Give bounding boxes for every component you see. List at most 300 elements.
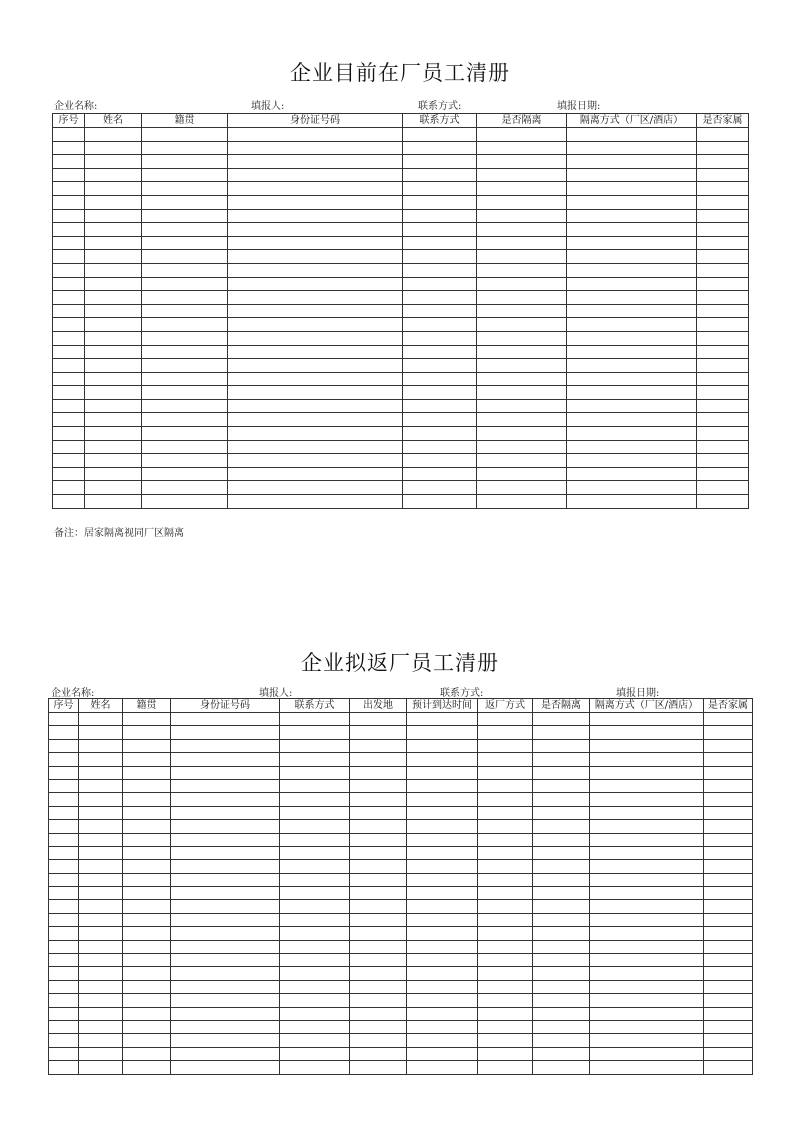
table-cell[interactable]: [533, 806, 590, 819]
table-cell[interactable]: [697, 182, 749, 196]
table-cell[interactable]: [403, 318, 477, 332]
table-cell[interactable]: [590, 860, 704, 873]
table-cell[interactable]: [280, 766, 350, 779]
table-cell[interactable]: [228, 413, 403, 427]
table-cell[interactable]: [704, 994, 753, 1007]
table-cell[interactable]: [478, 1020, 533, 1033]
table-cell[interactable]: [697, 372, 749, 386]
table-cell[interactable]: [590, 833, 704, 846]
table-cell[interactable]: [350, 806, 407, 819]
table-cell[interactable]: [407, 766, 478, 779]
table-cell[interactable]: [49, 766, 79, 779]
table-cell[interactable]: [477, 168, 567, 182]
table-cell[interactable]: [704, 913, 753, 926]
table-cell[interactable]: [228, 263, 403, 277]
table-cell[interactable]: [533, 860, 590, 873]
table-cell[interactable]: [280, 994, 350, 1007]
table-cell[interactable]: [477, 236, 567, 250]
table-cell[interactable]: [53, 263, 85, 277]
table-cell[interactable]: [590, 980, 704, 993]
table-cell[interactable]: [567, 359, 697, 373]
table-cell[interactable]: [697, 386, 749, 400]
table-cell[interactable]: [53, 427, 85, 441]
table-cell[interactable]: [403, 223, 477, 237]
table-cell[interactable]: [567, 182, 697, 196]
table-cell[interactable]: [697, 141, 749, 155]
table-cell[interactable]: [477, 345, 567, 359]
table-cell[interactable]: [478, 833, 533, 846]
table-cell[interactable]: [403, 413, 477, 427]
table-cell[interactable]: [49, 1061, 79, 1074]
table-cell[interactable]: [533, 793, 590, 806]
table-cell[interactable]: [697, 277, 749, 291]
table-cell[interactable]: [533, 940, 590, 953]
table-cell[interactable]: [53, 359, 85, 373]
table-cell[interactable]: [53, 168, 85, 182]
table-cell[interactable]: [697, 495, 749, 509]
table-cell[interactable]: [280, 1061, 350, 1074]
table-cell[interactable]: [697, 440, 749, 454]
table-cell[interactable]: [350, 726, 407, 739]
table-cell[interactable]: [567, 291, 697, 305]
table-cell[interactable]: [123, 980, 171, 993]
table-cell[interactable]: [85, 386, 142, 400]
table-cell[interactable]: [350, 954, 407, 967]
table-cell[interactable]: [704, 806, 753, 819]
table-cell[interactable]: [567, 413, 697, 427]
table-cell[interactable]: [123, 779, 171, 792]
table-cell[interactable]: [533, 913, 590, 926]
table-cell[interactable]: [478, 954, 533, 967]
table-cell[interactable]: [407, 940, 478, 953]
table-cell[interactable]: [350, 927, 407, 940]
table-cell[interactable]: [53, 440, 85, 454]
table-cell[interactable]: [533, 1034, 590, 1047]
table-cell[interactable]: [407, 793, 478, 806]
table-cell[interactable]: [228, 141, 403, 155]
table-cell[interactable]: [123, 739, 171, 752]
table-cell[interactable]: [407, 954, 478, 967]
table-cell[interactable]: [123, 846, 171, 859]
table-cell[interactable]: [53, 155, 85, 169]
table-cell[interactable]: [123, 1047, 171, 1060]
table-cell[interactable]: [407, 1007, 478, 1020]
table-cell[interactable]: [171, 954, 280, 967]
table-cell[interactable]: [590, 873, 704, 886]
table-cell[interactable]: [407, 1034, 478, 1047]
table-cell[interactable]: [590, 766, 704, 779]
table-cell[interactable]: [142, 399, 228, 413]
table-cell[interactable]: [53, 209, 85, 223]
table-cell[interactable]: [49, 739, 79, 752]
table-cell[interactable]: [49, 860, 79, 873]
table-cell[interactable]: [478, 980, 533, 993]
table-cell[interactable]: [567, 195, 697, 209]
table-cell[interactable]: [171, 913, 280, 926]
table-cell[interactable]: [477, 318, 567, 332]
table-cell[interactable]: [280, 940, 350, 953]
table-cell[interactable]: [403, 427, 477, 441]
table-cell[interactable]: [697, 359, 749, 373]
table-cell[interactable]: [403, 359, 477, 373]
table-cell[interactable]: [228, 440, 403, 454]
table-cell[interactable]: [228, 495, 403, 509]
table-cell[interactable]: [280, 779, 350, 792]
table-cell[interactable]: [697, 454, 749, 468]
table-cell[interactable]: [142, 481, 228, 495]
table-cell[interactable]: [280, 820, 350, 833]
table-cell[interactable]: [171, 887, 280, 900]
table-cell[interactable]: [85, 331, 142, 345]
table-cell[interactable]: [533, 887, 590, 900]
table-cell[interactable]: [350, 873, 407, 886]
table-cell[interactable]: [697, 263, 749, 277]
table-cell[interactable]: [53, 345, 85, 359]
table-cell[interactable]: [280, 967, 350, 980]
table-cell[interactable]: [142, 386, 228, 400]
table-cell[interactable]: [697, 427, 749, 441]
table-cell[interactable]: [704, 873, 753, 886]
table-cell[interactable]: [171, 846, 280, 859]
table-cell[interactable]: [407, 1061, 478, 1074]
table-cell[interactable]: [477, 155, 567, 169]
table-cell[interactable]: [697, 195, 749, 209]
table-cell[interactable]: [123, 820, 171, 833]
table-cell[interactable]: [704, 887, 753, 900]
table-cell[interactable]: [407, 900, 478, 913]
table-cell[interactable]: [228, 454, 403, 468]
table-cell[interactable]: [171, 806, 280, 819]
table-cell[interactable]: [567, 304, 697, 318]
table-cell[interactable]: [142, 454, 228, 468]
table-cell[interactable]: [171, 779, 280, 792]
table-cell[interactable]: [228, 318, 403, 332]
table-cell[interactable]: [567, 495, 697, 509]
table-cell[interactable]: [79, 779, 123, 792]
table-cell[interactable]: [478, 913, 533, 926]
table-cell[interactable]: [79, 927, 123, 940]
table-cell[interactable]: [49, 873, 79, 886]
table-cell[interactable]: [79, 846, 123, 859]
table-cell[interactable]: [407, 927, 478, 940]
table-cell[interactable]: [407, 726, 478, 739]
table-cell[interactable]: [567, 168, 697, 182]
table-cell[interactable]: [123, 860, 171, 873]
table-cell[interactable]: [590, 1007, 704, 1020]
table-cell[interactable]: [403, 195, 477, 209]
table-cell[interactable]: [85, 223, 142, 237]
table-cell[interactable]: [228, 168, 403, 182]
table-cell[interactable]: [704, 739, 753, 752]
table-cell[interactable]: [567, 386, 697, 400]
table-cell[interactable]: [228, 386, 403, 400]
table-cell[interactable]: [403, 236, 477, 250]
table-cell[interactable]: [697, 128, 749, 142]
table-cell[interactable]: [171, 900, 280, 913]
table-cell[interactable]: [228, 467, 403, 481]
table-cell[interactable]: [590, 713, 704, 726]
table-cell[interactable]: [704, 793, 753, 806]
table-cell[interactable]: [477, 481, 567, 495]
table-cell[interactable]: [79, 967, 123, 980]
table-cell[interactable]: [350, 739, 407, 752]
table-cell[interactable]: [142, 155, 228, 169]
table-cell[interactable]: [478, 1061, 533, 1074]
table-cell[interactable]: [49, 1007, 79, 1020]
table-cell[interactable]: [478, 766, 533, 779]
table-cell[interactable]: [407, 980, 478, 993]
table-cell[interactable]: [590, 846, 704, 859]
table-cell[interactable]: [704, 1034, 753, 1047]
table-cell[interactable]: [280, 954, 350, 967]
table-cell[interactable]: [697, 291, 749, 305]
table-cell[interactable]: [171, 753, 280, 766]
table-cell[interactable]: [350, 980, 407, 993]
table-cell[interactable]: [533, 766, 590, 779]
table-cell[interactable]: [590, 779, 704, 792]
table-cell[interactable]: [53, 250, 85, 264]
table-cell[interactable]: [704, 980, 753, 993]
table-cell[interactable]: [280, 980, 350, 993]
table-cell[interactable]: [228, 427, 403, 441]
table-cell[interactable]: [567, 454, 697, 468]
table-cell[interactable]: [590, 887, 704, 900]
table-cell[interactable]: [79, 713, 123, 726]
table-cell[interactable]: [533, 753, 590, 766]
table-cell[interactable]: [228, 372, 403, 386]
table-cell[interactable]: [142, 413, 228, 427]
table-cell[interactable]: [590, 739, 704, 752]
table-cell[interactable]: [49, 900, 79, 913]
table-cell[interactable]: [533, 1020, 590, 1033]
table-cell[interactable]: [79, 913, 123, 926]
table-cell[interactable]: [85, 495, 142, 509]
table-cell[interactable]: [350, 766, 407, 779]
table-cell[interactable]: [350, 994, 407, 1007]
table-cell[interactable]: [49, 887, 79, 900]
table-cell[interactable]: [280, 1020, 350, 1033]
table-cell[interactable]: [53, 454, 85, 468]
table-cell[interactable]: [79, 860, 123, 873]
table-cell[interactable]: [697, 345, 749, 359]
table-cell[interactable]: [533, 1007, 590, 1020]
table-cell[interactable]: [123, 927, 171, 940]
table-cell[interactable]: [123, 806, 171, 819]
table-cell[interactable]: [533, 1061, 590, 1074]
table-cell[interactable]: [171, 726, 280, 739]
table-cell[interactable]: [142, 291, 228, 305]
table-cell[interactable]: [567, 345, 697, 359]
table-cell[interactable]: [477, 128, 567, 142]
table-cell[interactable]: [171, 820, 280, 833]
table-cell[interactable]: [477, 291, 567, 305]
table-cell[interactable]: [142, 372, 228, 386]
table-cell[interactable]: [53, 277, 85, 291]
table-cell[interactable]: [228, 331, 403, 345]
table-cell[interactable]: [533, 713, 590, 726]
table-cell[interactable]: [79, 1020, 123, 1033]
table-cell[interactable]: [228, 277, 403, 291]
table-cell[interactable]: [79, 766, 123, 779]
table-cell[interactable]: [280, 860, 350, 873]
table-cell[interactable]: [123, 766, 171, 779]
table-cell[interactable]: [590, 820, 704, 833]
table-cell[interactable]: [49, 833, 79, 846]
table-cell[interactable]: [85, 318, 142, 332]
table-cell[interactable]: [142, 277, 228, 291]
table-cell[interactable]: [403, 155, 477, 169]
table-cell[interactable]: [350, 887, 407, 900]
table-cell[interactable]: [350, 967, 407, 980]
table-cell[interactable]: [478, 726, 533, 739]
table-cell[interactable]: [478, 846, 533, 859]
table-cell[interactable]: [49, 779, 79, 792]
table-cell[interactable]: [123, 1061, 171, 1074]
table-cell[interactable]: [123, 713, 171, 726]
table-cell[interactable]: [85, 304, 142, 318]
table-cell[interactable]: [403, 304, 477, 318]
table-cell[interactable]: [590, 967, 704, 980]
table-cell[interactable]: [477, 250, 567, 264]
table-cell[interactable]: [697, 481, 749, 495]
table-cell[interactable]: [350, 1034, 407, 1047]
table-cell[interactable]: [85, 481, 142, 495]
table-cell[interactable]: [79, 994, 123, 1007]
table-cell[interactable]: [79, 887, 123, 900]
table-cell[interactable]: [171, 994, 280, 1007]
table-cell[interactable]: [478, 1034, 533, 1047]
table-cell[interactable]: [567, 331, 697, 345]
table-cell[interactable]: [403, 386, 477, 400]
table-cell[interactable]: [704, 954, 753, 967]
table-cell[interactable]: [590, 900, 704, 913]
table-cell[interactable]: [49, 753, 79, 766]
table-cell[interactable]: [142, 168, 228, 182]
table-cell[interactable]: [477, 427, 567, 441]
table-cell[interactable]: [697, 331, 749, 345]
table-cell[interactable]: [533, 980, 590, 993]
table-cell[interactable]: [407, 833, 478, 846]
table-cell[interactable]: [79, 726, 123, 739]
table-cell[interactable]: [590, 994, 704, 1007]
table-cell[interactable]: [79, 833, 123, 846]
table-cell[interactable]: [228, 291, 403, 305]
table-cell[interactable]: [407, 887, 478, 900]
table-cell[interactable]: [477, 399, 567, 413]
table-cell[interactable]: [49, 927, 79, 940]
table-cell[interactable]: [478, 1007, 533, 1020]
table-cell[interactable]: [350, 846, 407, 859]
table-cell[interactable]: [407, 967, 478, 980]
table-cell[interactable]: [123, 1020, 171, 1033]
table-cell[interactable]: [407, 873, 478, 886]
table-cell[interactable]: [53, 399, 85, 413]
table-cell[interactable]: [123, 913, 171, 926]
table-cell[interactable]: [53, 236, 85, 250]
table-cell[interactable]: [697, 250, 749, 264]
table-cell[interactable]: [171, 793, 280, 806]
table-cell[interactable]: [350, 1007, 407, 1020]
table-cell[interactable]: [49, 793, 79, 806]
table-cell[interactable]: [53, 304, 85, 318]
table-cell[interactable]: [704, 846, 753, 859]
table-cell[interactable]: [49, 726, 79, 739]
table-cell[interactable]: [53, 386, 85, 400]
table-cell[interactable]: [478, 820, 533, 833]
table-cell[interactable]: [478, 887, 533, 900]
table-cell[interactable]: [49, 713, 79, 726]
table-cell[interactable]: [49, 846, 79, 859]
table-cell[interactable]: [123, 954, 171, 967]
table-cell[interactable]: [533, 846, 590, 859]
table-cell[interactable]: [85, 195, 142, 209]
table-cell[interactable]: [590, 726, 704, 739]
table-cell[interactable]: [142, 345, 228, 359]
table-cell[interactable]: [280, 793, 350, 806]
table-cell[interactable]: [478, 779, 533, 792]
table-cell[interactable]: [85, 399, 142, 413]
table-cell[interactable]: [228, 304, 403, 318]
table-cell[interactable]: [403, 209, 477, 223]
table-cell[interactable]: [350, 753, 407, 766]
table-cell[interactable]: [228, 155, 403, 169]
table-cell[interactable]: [49, 980, 79, 993]
table-cell[interactable]: [171, 1047, 280, 1060]
table-cell[interactable]: [590, 940, 704, 953]
table-cell[interactable]: [533, 873, 590, 886]
table-cell[interactable]: [697, 209, 749, 223]
table-cell[interactable]: [403, 263, 477, 277]
table-cell[interactable]: [171, 980, 280, 993]
table-cell[interactable]: [280, 913, 350, 926]
table-cell[interactable]: [403, 440, 477, 454]
table-cell[interactable]: [280, 1034, 350, 1047]
table-cell[interactable]: [403, 250, 477, 264]
table-cell[interactable]: [478, 967, 533, 980]
table-cell[interactable]: [79, 806, 123, 819]
table-cell[interactable]: [697, 304, 749, 318]
table-cell[interactable]: [704, 1007, 753, 1020]
table-cell[interactable]: [478, 940, 533, 953]
table-cell[interactable]: [142, 209, 228, 223]
table-cell[interactable]: [533, 820, 590, 833]
table-cell[interactable]: [697, 399, 749, 413]
table-cell[interactable]: [533, 900, 590, 913]
table-cell[interactable]: [85, 182, 142, 196]
table-cell[interactable]: [142, 223, 228, 237]
table-cell[interactable]: [171, 1007, 280, 1020]
table-cell[interactable]: [567, 481, 697, 495]
table-cell[interactable]: [533, 927, 590, 940]
table-cell[interactable]: [407, 713, 478, 726]
table-cell[interactable]: [478, 873, 533, 886]
table-cell[interactable]: [477, 223, 567, 237]
table-cell[interactable]: [85, 359, 142, 373]
table-cell[interactable]: [477, 386, 567, 400]
table-cell[interactable]: [142, 195, 228, 209]
table-cell[interactable]: [228, 209, 403, 223]
table-cell[interactable]: [477, 495, 567, 509]
table-cell[interactable]: [704, 940, 753, 953]
table-cell[interactable]: [171, 766, 280, 779]
table-cell[interactable]: [280, 806, 350, 819]
table-cell[interactable]: [478, 1047, 533, 1060]
table-cell[interactable]: [85, 250, 142, 264]
table-cell[interactable]: [49, 994, 79, 1007]
table-cell[interactable]: [403, 495, 477, 509]
table-cell[interactable]: [477, 372, 567, 386]
table-cell[interactable]: [79, 739, 123, 752]
